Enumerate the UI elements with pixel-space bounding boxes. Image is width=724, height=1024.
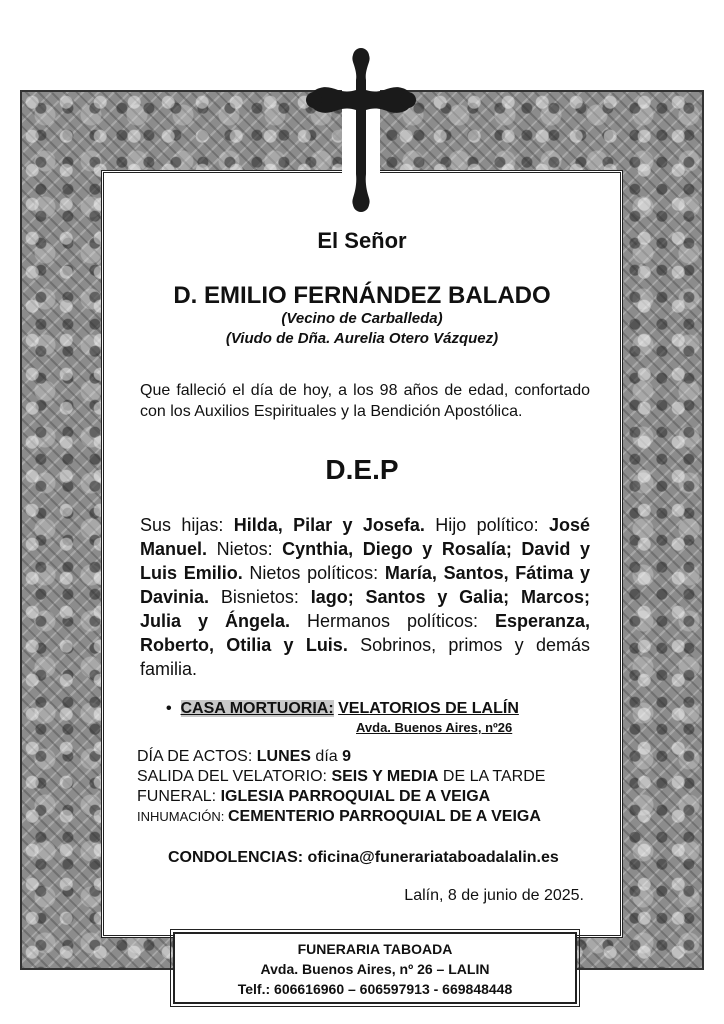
honorific-title: El Señor (317, 228, 407, 253)
casa-mortuoria-line (166, 700, 519, 718)
family-relation: Sobrinos, primos y demás familia. (140, 635, 590, 679)
salida-time: SEIS Y MEDIA (331, 768, 439, 785)
casa-mortuoria-label: CASA MORTUORIA: (180, 700, 334, 717)
condolences-line: CONDOLENCIAS: oficina@funerariataboadalalin.es (168, 849, 559, 866)
casa-mortuoria-address: Avda. Buenos Aires, nº26 (356, 720, 513, 735)
family-paragraph (140, 513, 590, 681)
subtitle-widower: (Viudo de Dña. Aurelia Otero Vázquez) (225, 330, 499, 347)
casa-mortuoria-value: VELATORIOS DE LALÍN (338, 700, 519, 717)
family-names: Cynthia, Diego y Rosalía; David y Luis Emilio. (140, 539, 590, 583)
family-names: Hilda, Pilar y Josefa. (233, 515, 425, 535)
funeral-home-box (173, 932, 577, 1004)
inhumacion-line (137, 808, 541, 826)
salida-label: SALIDA DEL VELATORIO: (137, 768, 332, 785)
family-relation: Bisnietos: (209, 587, 311, 607)
funeral-home-address: Avda. Buenos Aires, nº 26 – LALIN (260, 961, 490, 977)
dep-heading: D.E.P (325, 454, 399, 485)
family-names: Esperanza, Roberto, Otilia y Luis. (140, 611, 590, 655)
dia-actos-number: 9 (342, 748, 352, 765)
inhumacion-place: CEMENTERIO PARROQUIAL DE A VEIGA (228, 808, 541, 825)
date-line: Lalín, 8 de junio de 2025. (404, 887, 584, 904)
dia-actos-dia: día (310, 748, 343, 765)
salida-rest: DE LA TARDE (438, 768, 546, 785)
family-relation: Nietos políticos: (242, 563, 385, 583)
inhumacion-label: INHUMACIÓN: (137, 809, 228, 824)
family-relation: Nietos: (207, 539, 283, 559)
family-relation: Hermanos políticos: (289, 611, 495, 631)
funeral-label: FUNERAL: (137, 788, 221, 805)
cross-icon (302, 44, 420, 216)
family-names: José Manuel. (140, 515, 591, 559)
dia-actos-line (137, 748, 351, 766)
dia-actos-day: LUNES (256, 748, 311, 765)
dia-actos-label: DÍA DE ACTOS: (137, 748, 257, 765)
salida-velatorio-line (137, 768, 545, 786)
death-announcement: Que falleció el día de hoy, a los 98 años de edad, confortado con los Auxilios Espirituales y la Bendición Apostólica. (140, 382, 590, 420)
family-names: Iago; Santos y Galia; Marcos; Julia y Ángela. (140, 587, 591, 631)
family-relation: Hijo político: (424, 515, 549, 535)
family-relation: Sus hijas: (140, 515, 234, 535)
funeral-home-name: FUNERARIA TABOADA (297, 941, 453, 957)
subtitle-residence: (Vecino de Carballeda) (281, 310, 443, 327)
funeral-home-phones: Telf.: 606616960 – 606597913 - 669848448 (237, 981, 513, 997)
deceased-name: D. EMILIO FERNÁNDEZ BALADO (173, 282, 551, 309)
family-names: María, Santos, Fátima y Davinia. (140, 563, 591, 607)
bullet-icon: • (166, 700, 172, 717)
funeral-place: IGLESIA PARROQUIAL DE A VEIGA (220, 788, 491, 805)
funeral-line (137, 788, 490, 806)
